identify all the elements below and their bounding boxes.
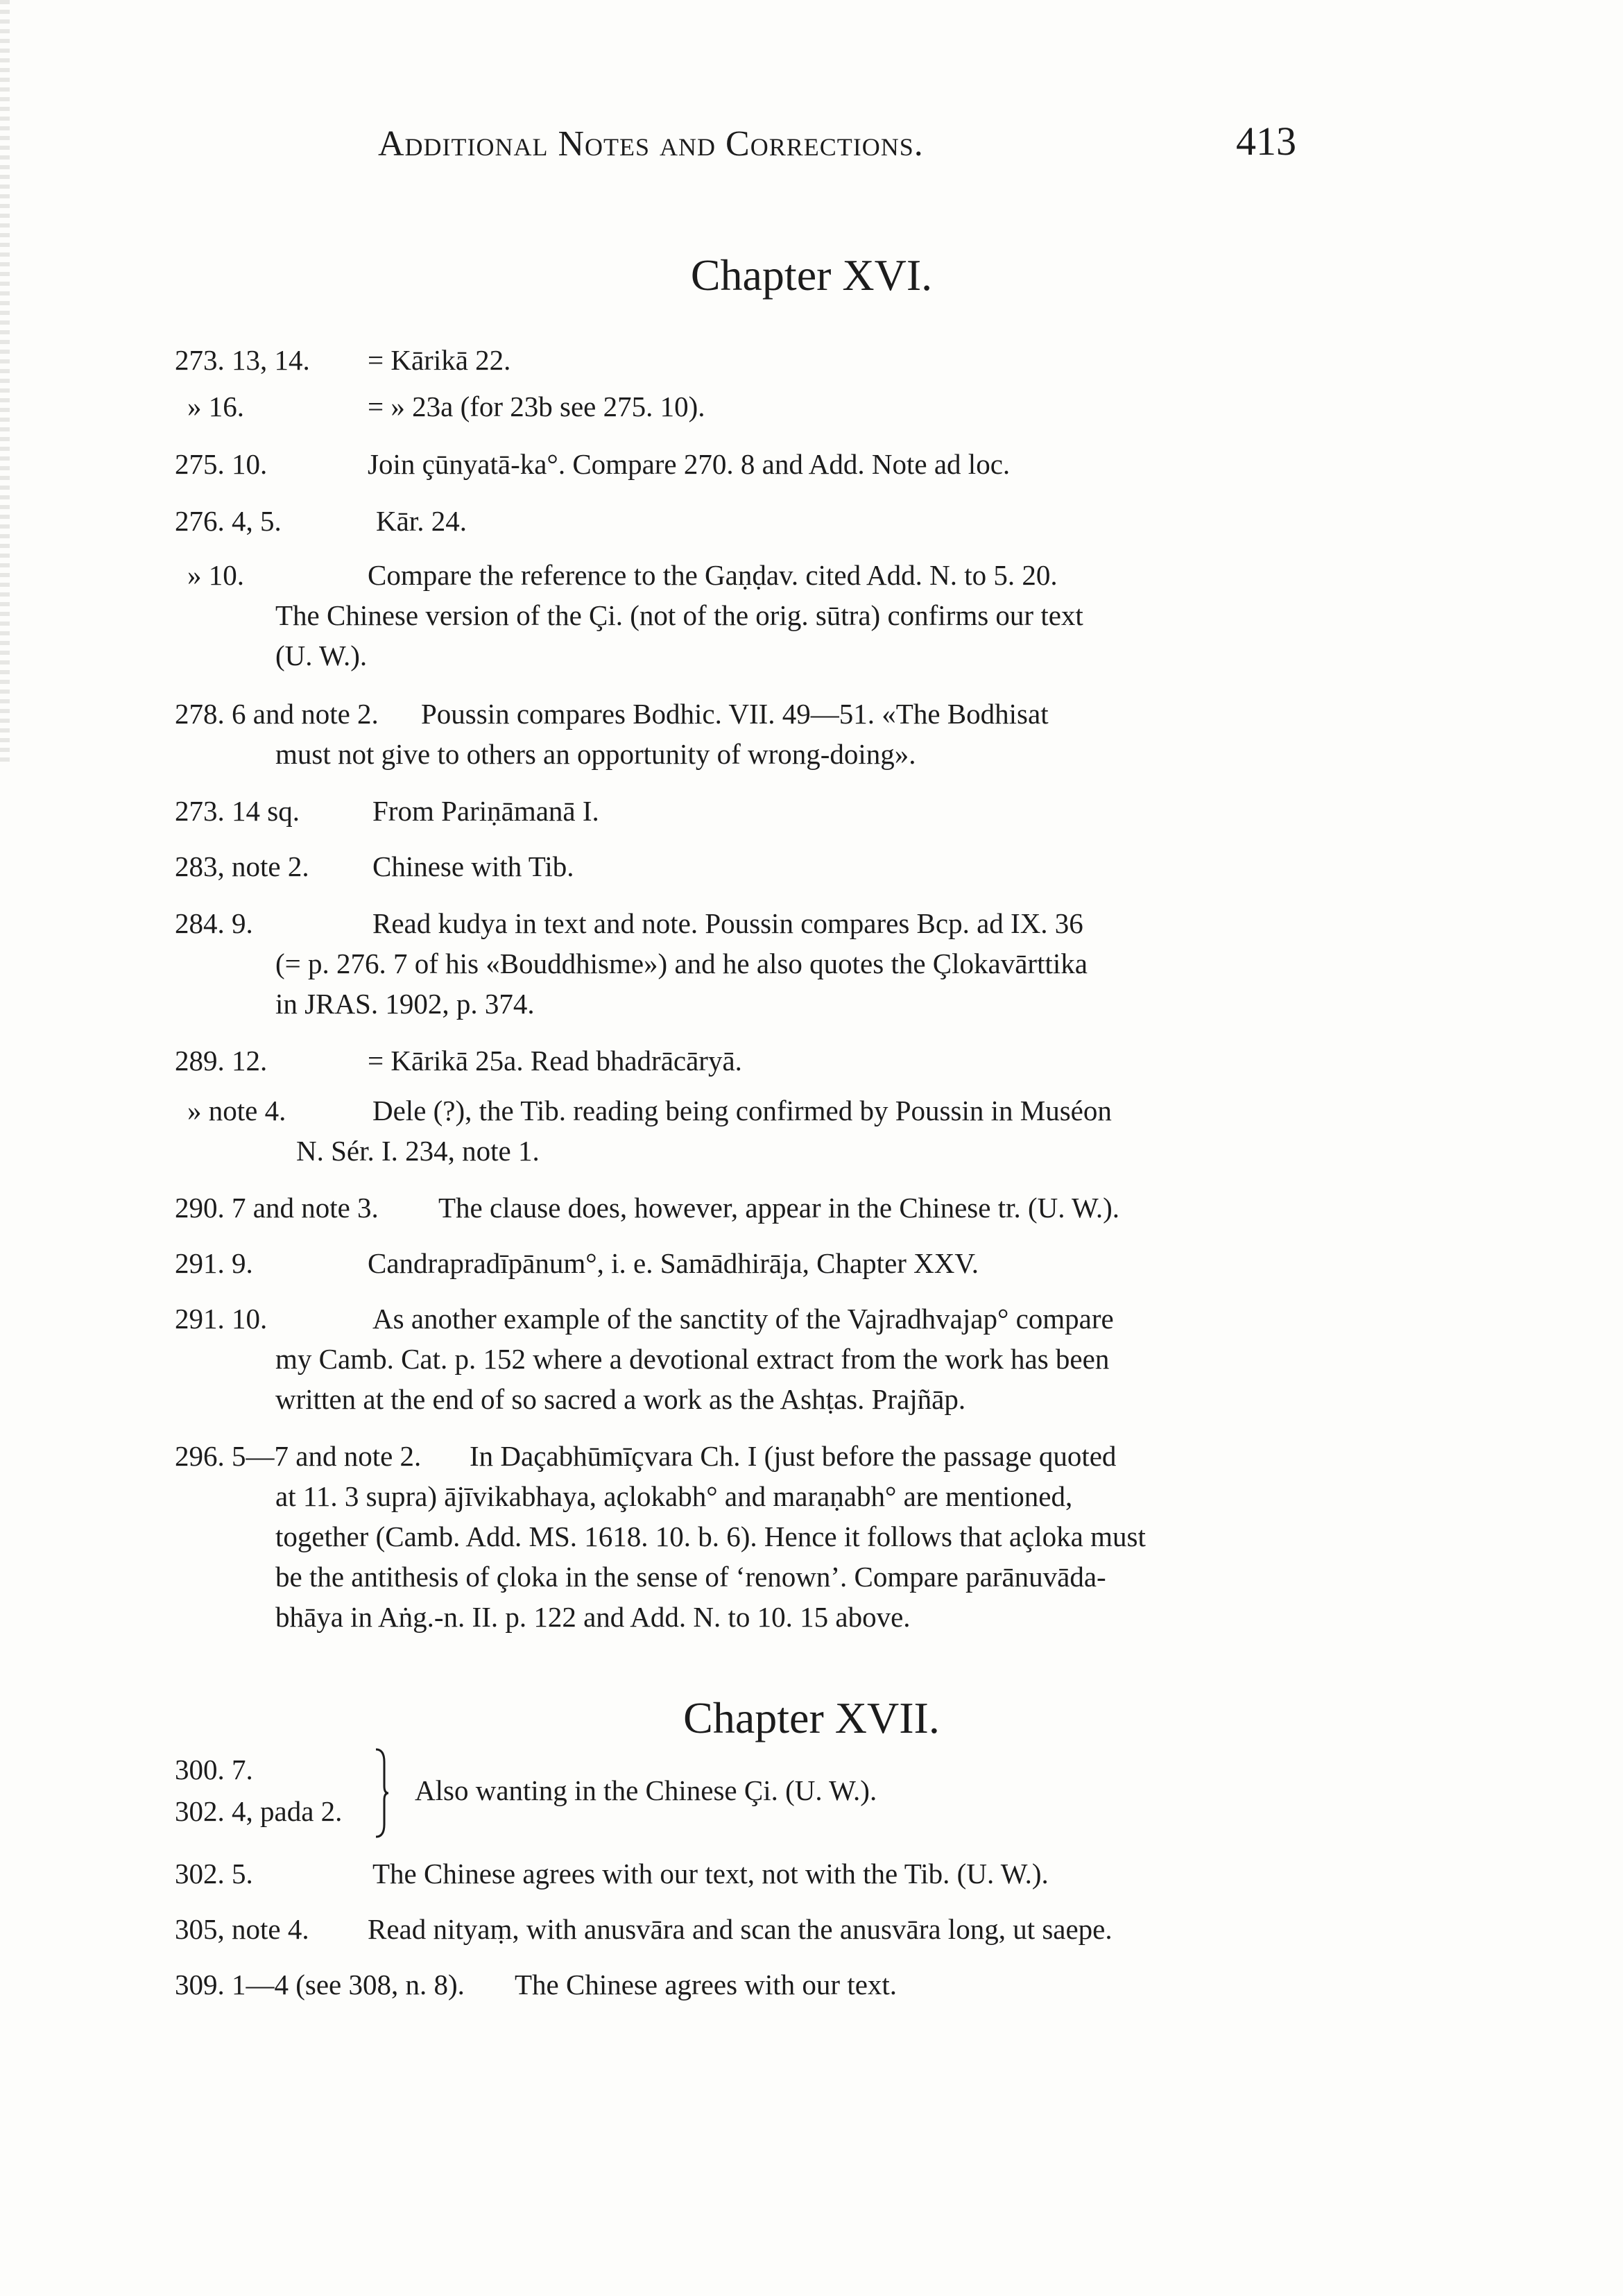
entry-text: (U. W.). (275, 640, 368, 671)
entry-ref: 284. 9. (175, 907, 253, 939)
entry-ref: 302. 4, pada 2. (175, 1795, 343, 1827)
entry-ref: 291. 10. (175, 1303, 268, 1335)
entry-ref: 309. 1—4 (see 308, n. 8). (175, 1969, 465, 2001)
entry-text: From Pariṇāmanā I. (372, 795, 599, 827)
entry-text: (= p. 276. 7 of his «Bouddhisme») and he also quotes the Çlokavārttika (275, 948, 1088, 979)
entry-text: Poussin compares Bodhic. VII. 49—51. «The Bodhisat (421, 698, 1049, 730)
entry-ref: 273. 14 sq. (175, 795, 300, 827)
scan-edge (0, 0, 10, 763)
entry-ref: 290. 7 and note 3. (175, 1192, 379, 1224)
entry-text: written at the end of so sacred a work as the Ashṭas. Prajñāp. (275, 1383, 966, 1415)
entry-ref: » note 4. (187, 1095, 286, 1126)
entry-text: As another example of the sanctity of the Vajradhvajap° compare (372, 1303, 1114, 1335)
chapter-title: Chapter XVI. (690, 250, 933, 300)
entry-ref: 300. 7. (175, 1754, 253, 1785)
entry-text: In Daçabhūmīçvara Ch. I (just before the passage quoted (470, 1440, 1117, 1472)
entry-text: The Chinese agrees with our text. (515, 1969, 898, 2001)
entry-ref: 305, note 4. (175, 1913, 309, 1945)
entry-text: together (Camb. Add. MS. 1618. 10. b. 6). Hence it follows that açloka must (275, 1520, 1146, 1552)
entry-text: be the antithesis of çloka in the sense of ‘renown’. Compare parānuvāda- (275, 1561, 1106, 1593)
entry-text: Join çūnyatā-ka°. Compare 270. 8 and Add. Note ad loc. (368, 448, 1011, 480)
entry-text: Read nityaṃ, with anusvāra and scan the anusvāra long, ut saepe. (368, 1913, 1113, 1945)
entry-text: Compare the reference to the Gaṇḍav. cited Add. N. to 5. 20. (368, 559, 1058, 591)
entry-ref: » 10. (187, 559, 244, 591)
entry-text: = Kārikā 25a. Read bhadrācāryā. (368, 1045, 742, 1077)
entry-text: Read kudya in text and note. Poussin compares Bcp. ad IX. 36 (372, 907, 1083, 939)
entry-text: at 11. 3 supra) ājīvikabhaya, açlokabh° and maraṇabh° are mentioned, (275, 1480, 1073, 1512)
entry-text: in JRAS. 1902, p. 374. (275, 988, 535, 1020)
page-number: 413 (1236, 119, 1296, 164)
entry-text: = » 23a (for 23b see 275. 10). (368, 391, 705, 422)
entry-ref: » 16. (187, 391, 244, 422)
entry-ref: 283, note 2. (175, 850, 309, 882)
entry-text: The Chinese agrees with our text, not with the Tib. (U. W.). (372, 1858, 1049, 1890)
entry-text: Dele (?), the Tib. reading being confirmed by Poussin in Muséon (372, 1095, 1112, 1126)
entry-text: bhāya in Aṅg.-n. II. p. 122 and Add. N. to 10. 15 above. (275, 1601, 911, 1633)
entry-text: The Chinese version of the Çi. (not of the orig. sūtra) confirms our text (275, 599, 1083, 631)
entry-ref: 296. 5—7 and note 2. (175, 1440, 422, 1472)
entry-ref: 273. 13, 14. (175, 344, 310, 376)
entry-text: my Camb. Cat. p. 152 where a devotional extract from the work has been (275, 1343, 1110, 1375)
chapter-title: Chapter XVII. (683, 1693, 940, 1742)
brace-icon (375, 1748, 388, 1838)
entry-text: The clause does, however, appear in the Chinese tr. (U. W.). (438, 1192, 1120, 1224)
entry-text: = Kārikā 22. (368, 344, 511, 376)
entry-text: Also wanting in the Chinese Çi. (U. W.). (415, 1774, 877, 1806)
entry-text: N. Sér. I. 234, note 1. (296, 1135, 540, 1167)
entry-text: Candrapradīpānum°, i. e. Samādhirāja, Chapter XXV. (368, 1247, 979, 1279)
entry-ref: 302. 5. (175, 1858, 253, 1890)
entry-ref: 278. 6 and note 2. (175, 698, 379, 730)
entry-text: Kār. 24. (376, 505, 467, 537)
entry-ref: 289. 12. (175, 1045, 268, 1077)
entry-ref: 275. 10. (175, 448, 268, 480)
entry-ref: 276. 4, 5. (175, 505, 282, 537)
entry-text: must not give to others an opportunity of wrong-doing». (275, 738, 916, 770)
entry-ref: 291. 9. (175, 1247, 253, 1279)
entry-text: Chinese with Tib. (372, 850, 574, 882)
running-title: Additional Notes and Corrections. (378, 124, 924, 164)
